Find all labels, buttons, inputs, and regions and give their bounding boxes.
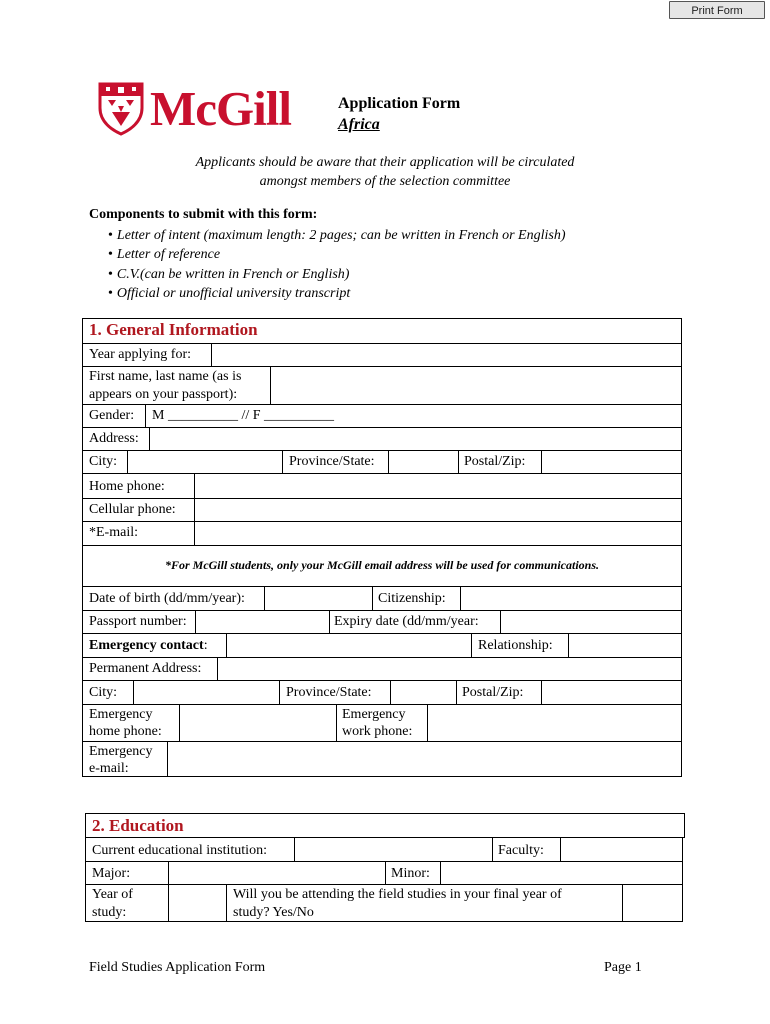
name-label-line-1: First name, last name (as is <box>89 369 242 384</box>
dob-input[interactable] <box>265 587 372 610</box>
emergency-work-phone-input[interactable] <box>428 705 681 741</box>
passport-label: Passport number: <box>89 614 187 629</box>
list-item: • C.V.(can be written in French or English) <box>108 265 565 284</box>
notice-line-1: Applicants should be aware that their application will be circulated <box>195 155 575 170</box>
emergency-home-label-2: home phone: <box>89 724 162 739</box>
email-label: *E-mail: <box>89 525 138 540</box>
postal-label-2: Postal/Zip: <box>462 685 524 700</box>
emergency-email-label-2: e-mail: <box>89 761 129 776</box>
emergency-home-label-1: Emergency <box>89 707 153 722</box>
expiry-label: Expiry date (dd/mm/year: <box>334 614 479 629</box>
emergency-contact-input[interactable] <box>227 634 471 657</box>
notice-line-2: amongst members of the selection committee <box>259 174 511 189</box>
address-label: Address: <box>89 431 139 446</box>
postal-label: Postal/Zip: <box>464 454 526 469</box>
postal-input[interactable] <box>542 451 681 473</box>
home-phone-label: Home phone: <box>89 479 165 494</box>
emergency-email-label-1: Emergency <box>89 744 153 759</box>
home-phone-input[interactable] <box>195 474 681 498</box>
relationship-input[interactable] <box>569 634 681 657</box>
list-item: • Official or unofficial university transcript <box>108 284 565 303</box>
major-input[interactable] <box>169 862 385 884</box>
emergency-email-input[interactable] <box>168 742 681 776</box>
section-title-general: 1. General Information <box>89 320 258 339</box>
province-label: Province/State: <box>289 454 375 469</box>
final-year-question-1: Will you be attending the field studies in your final year of <box>233 887 562 902</box>
form-subtitle: Africa <box>338 116 380 133</box>
email-note: *For McGill students, only your McGill email address will be used for communications. <box>164 558 600 572</box>
name-label-line-2: appears on your passport): <box>89 387 238 402</box>
components-title: Components to submit with this form: <box>89 207 318 222</box>
list-item: • Letter of intent (maximum length: 2 pages; can be written in French or English) <box>108 226 565 245</box>
relationship-label: Relationship: <box>478 638 553 653</box>
final-year-question-2: study? Yes/No <box>233 905 314 920</box>
institution-input[interactable] <box>295 838 492 861</box>
components-list <box>108 226 565 303</box>
gender-label: Gender: <box>89 408 135 423</box>
faculty-input[interactable] <box>561 838 682 861</box>
form-title: Application Form <box>338 95 461 112</box>
province-input-2[interactable] <box>391 681 456 704</box>
year-of-study-label-2: study: <box>92 905 127 920</box>
minor-label: Minor: <box>391 866 430 881</box>
faculty-label: Faculty: <box>498 843 544 858</box>
minor-input[interactable] <box>441 862 682 884</box>
city-input[interactable] <box>128 451 282 473</box>
address-input[interactable] <box>150 428 681 450</box>
citizenship-label: Citizenship: <box>378 591 446 606</box>
province-input[interactable] <box>389 451 458 473</box>
postal-input-2[interactable] <box>542 681 681 704</box>
city-label: City: <box>89 454 118 469</box>
cell-phone-label: Cellular phone: <box>89 502 176 517</box>
footer-form-name: Field Studies Application Form <box>89 960 266 975</box>
year-of-study-input[interactable] <box>169 885 226 921</box>
year-applying-label: Year applying for: <box>89 347 192 362</box>
email-input[interactable] <box>195 522 681 545</box>
citizenship-input[interactable] <box>461 587 681 610</box>
province-label-2: Province/State: <box>286 685 372 700</box>
footer-page-number: Page 1 <box>604 960 642 975</box>
final-year-answer-input[interactable] <box>623 885 682 921</box>
logo-wordmark: McGill <box>150 81 291 136</box>
gender-options[interactable]: M __________ // F __________ <box>152 408 335 423</box>
year-applying-input[interactable] <box>212 344 681 366</box>
list-item: • Letter of reference <box>108 245 565 264</box>
dob-label: Date of birth (dd/mm/year): <box>89 591 245 606</box>
section-title-education: 2. Education <box>92 816 184 835</box>
major-label: Major: <box>92 866 131 881</box>
permanent-address-input[interactable] <box>218 658 681 680</box>
city-input-2[interactable] <box>134 681 279 704</box>
circulation-notice <box>0 153 770 191</box>
year-of-study-label-1: Year of <box>92 887 133 902</box>
cell-phone-input[interactable] <box>195 499 681 521</box>
institution-label: Current educational institution: <box>92 843 267 858</box>
emergency-contact-label: Emergency contact: <box>89 638 208 653</box>
passport-input[interactable] <box>196 611 329 633</box>
name-input[interactable] <box>271 367 681 404</box>
city-label-2: City: <box>89 685 118 700</box>
emergency-work-label-2: work phone: <box>342 724 413 739</box>
emergency-home-phone-input[interactable] <box>180 705 336 741</box>
mcgill-shield-logo <box>98 82 144 141</box>
expiry-input[interactable] <box>501 611 681 633</box>
permanent-address-label: Permanent Address: <box>89 661 202 676</box>
emergency-work-label-1: Emergency <box>342 707 406 722</box>
print-form-button[interactable]: Print Form <box>669 1 765 19</box>
